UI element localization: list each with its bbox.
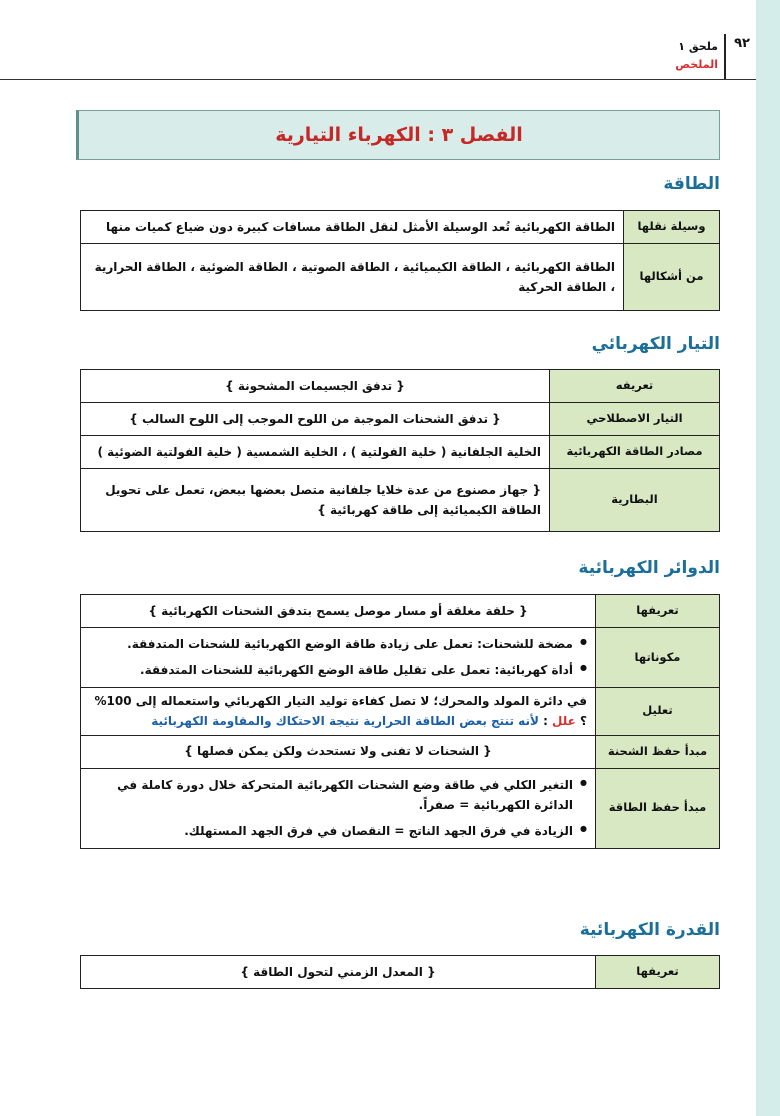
- table-row: [81, 595, 720, 628]
- section-title-circuits: الدوائر الكهربائية: [578, 558, 720, 578]
- side-color-strip: [756, 0, 780, 1116]
- table-row: [81, 768, 720, 848]
- reason-label: علل: [552, 714, 576, 729]
- section-title-power: القدرة الكهربائية: [579, 920, 720, 940]
- row-label: وسيلة نقلها: [624, 211, 720, 244]
- section-title-current: التيار الكهربائي: [591, 334, 720, 354]
- energy-table: [80, 210, 720, 311]
- current-table: [80, 369, 720, 532]
- row-label: مبدأ حفظ الطاقة: [596, 768, 720, 848]
- list-item: ● أداة كهربائية: تعمل على تقليل طاقة الوضع الكهربائية للشحنات المتدفقة.: [89, 657, 573, 683]
- row-text: { جهاز مصنوع من عدة خلايا جلفانية متصل بعضها ببعض، تعمل على تحويل الطاقة الكيميائية إلى طاقة كهربائية }: [81, 469, 550, 532]
- page-number: ٩٢: [734, 36, 750, 51]
- row-label: مصادر الطاقة الكهربائية: [550, 436, 720, 469]
- table-row: [81, 628, 720, 688]
- table-row: [81, 403, 720, 436]
- row-list: [81, 628, 596, 688]
- row-text: { الشحنات لا تفنى ولا تستحدث ولكن يمكن فصلها }: [81, 735, 596, 768]
- row-text: { تدفق الشحنات الموجبة من اللوح الموجب إلى اللوح السالب }: [81, 403, 550, 436]
- table-row: [81, 244, 720, 311]
- row-label: مكوناتها: [596, 628, 720, 688]
- section-title-energy: الطاقة: [663, 174, 720, 194]
- summary-label: الملخص: [675, 58, 718, 71]
- list-item: ● التغير الكلي في طاقة وضع الشحنات الكهربائية المتحركة خلال دورة كاملة في الدائرة الكهربائية = صفراً.: [89, 772, 573, 819]
- chapter-title-box: [76, 110, 720, 160]
- table-row: [81, 735, 720, 768]
- table-row: [81, 436, 720, 469]
- table-row: [81, 687, 720, 735]
- reasoning-answer: ؟ علل : لأنه تنتج بعض الطاقة الحرارية نتيجة الاحتكاك والمقاومة الكهربائية: [151, 714, 587, 729]
- row-text: { حلقة مغلقة أو مسار موصل يسمح بتدفق الشحنات الكهربائية }: [81, 595, 596, 628]
- row-text: الطاقة الكهربائية ، الطاقة الكيميائية ، الطاقة الصوتية ، الطاقة الضوئية ، الطاقة الحرارية ، الطاقة الحركية: [81, 244, 624, 311]
- reason-answer: لأنه تنتج بعض الطاقة الحرارية نتيجة الاحتكاك والمقاومة الكهربائية: [151, 714, 539, 729]
- header-divider: [724, 34, 726, 80]
- row-text: { تدفق الجسيمات المشحونة }: [81, 370, 550, 403]
- reasoning-text: في دائرة المولد والمحرك؛ لا تصل كفاءة توليد التيار الكهربائي واستعماله إلى 100%: [94, 693, 587, 708]
- chapter-title: الفصل ٣ : الكهرباء التيارية: [275, 124, 523, 146]
- row-text: الطاقة الكهربائية تُعد الوسيلة الأمثل لنقل الطاقة مسافات كبيرة دون ضياع كميات منها: [81, 211, 624, 244]
- row-label: التيار الاصطلاحي: [550, 403, 720, 436]
- row-label: تعريفها: [596, 595, 720, 628]
- appendix-label: ملحق ١: [678, 40, 718, 53]
- power-table: [80, 955, 720, 989]
- header-rule: [0, 79, 756, 80]
- row-text: [81, 687, 596, 735]
- circuits-table: [80, 594, 720, 849]
- table-row: [81, 211, 720, 244]
- row-label: تعليل: [596, 687, 720, 735]
- row-text: { المعدل الزمني لتحول الطاقة }: [81, 956, 596, 989]
- row-text: الخلية الجلفانية ( خلية الفولتية ) ، الخلية الشمسية ( خلية الفولتية الضوئية ): [81, 436, 550, 469]
- list-item: ● مضخة للشحنات: تعمل على زيادة طاقة الوضع الكهربائية للشحنات المتدفقة.: [89, 631, 573, 657]
- list-item: ● الزيادة في فرق الجهد الناتج = النقصان في فرق الجهد المستهلك.: [89, 818, 573, 844]
- row-label: تعريفها: [596, 956, 720, 989]
- row-label: مبدأ حفظ الشحنة: [596, 735, 720, 768]
- row-label: البطارية: [550, 469, 720, 532]
- table-row: [81, 956, 720, 989]
- table-row: [81, 469, 720, 532]
- row-list: [81, 768, 596, 848]
- row-label: من أشكالها: [624, 244, 720, 311]
- table-row: [81, 370, 720, 403]
- row-label: تعريفه: [550, 370, 720, 403]
